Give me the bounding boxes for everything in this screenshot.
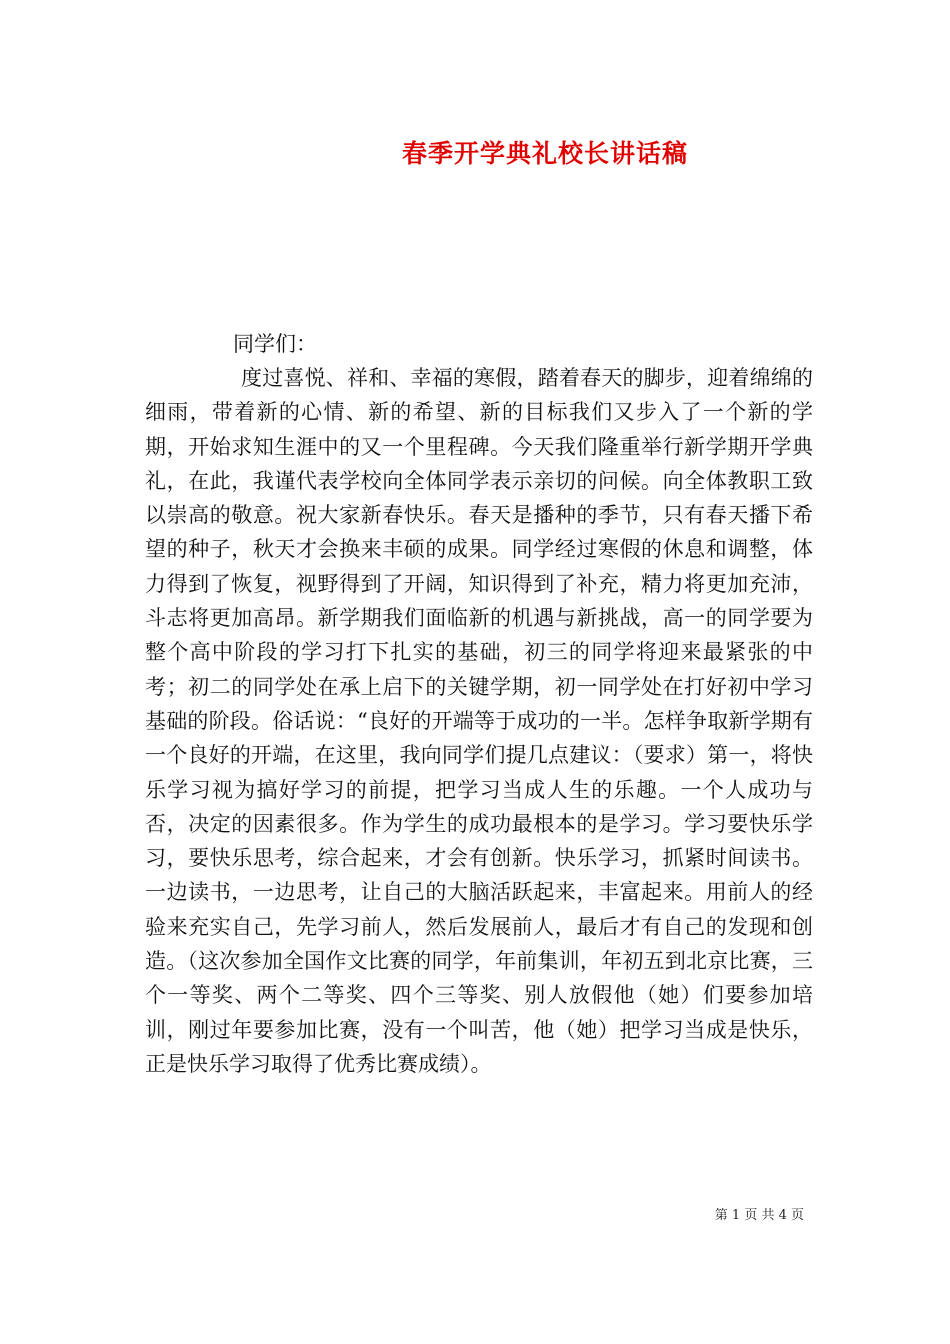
- body-paragraph: 度过喜悦、祥和、幸福的寒假，踏着春天的脚步，迎着绵绵的细雨，带着新的心情、新的希望、新的目标我们又步入了一个新的学期，开始求知生涯中的又一个里程碑。今天我们隆重举行新学期开学典礼，在此，我谨代表学校向全体同学表示亲切的问候。向全体教职工致以崇高的敬意。祝大家新春快乐。春天是播种的季节，只有春天播下希望的种子，秋天才会换来丰硕的成果。同学经过寒假的休息和调整，体力得到了恢复，视野得到了开阔，知识得到了补充，精力将更加充沛，斗志将更加高昂。新学期我们面临新的机遇与新挑战，高一的同学要为整个高中阶段的学习打下扎实的基础，初三的同学将迎来最紧张的中考；初二的同学处在承上启下的关键学期，初一同学处在打好初中学习基础的阶段。俗话说：“良好的开端等于成功的一半。怎样争取新学期有一个良好的开端，在这里，我向同学们提几点建议：（要求）第一，将快乐学习视为搞好学习的前提，把学习当成人生的乐趣。一个人成功与否，决定的因素很多。作为学生的成功最根本的是学习。学习要快乐学习，要快乐思考，综合起来，才会有创新。快乐学习，抓紧时间读书。一边读书，一边思考，让自己的大脑活跃起来，丰富起来。用前人的经验来充实自己，先学习前人，然后发展前人，最后才有自己的发现和创造。（这次参加全国作文比赛的同学，年前集训，年初五到北京比赛，三个一等奖、两个二等奖、四个三等奖、别人放假他（她）们要参加培训，刚过年要参加比赛，没有一个叫苦，他（她）把学习当成是快乐，正是快乐学习取得了优秀比赛成绩）。: [145, 366, 813, 1076]
- document-title: 春季开学典礼校长讲话稿: [401, 139, 688, 168]
- page-number: 第 1 页 共 4 页: [714, 1208, 804, 1223]
- salutation: 同学们：: [233, 332, 317, 356]
